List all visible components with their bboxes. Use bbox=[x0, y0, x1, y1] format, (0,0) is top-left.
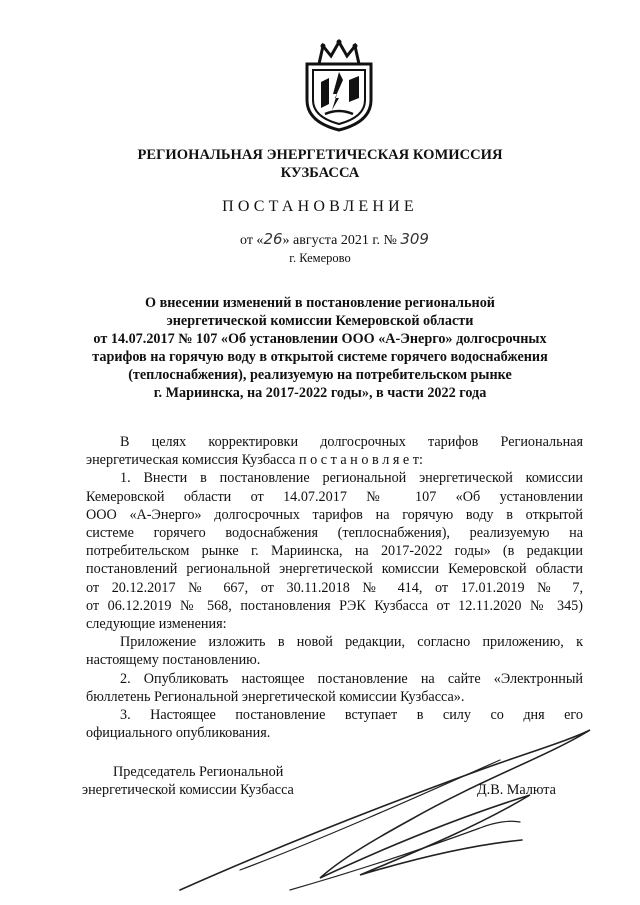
heading-line: г. Мариинска, на 2017-2022 годы», в части 2022 года bbox=[153, 385, 487, 401]
signatory-title-line-2: энергетической комиссии Кузбасса bbox=[82, 782, 294, 798]
body-line: потребительском рынке г. Мариинска, на 2017-2022 годы» (в редакции bbox=[86, 543, 583, 560]
date-month-year: » августа 2021 г. № bbox=[282, 233, 397, 248]
handwritten-signature bbox=[150, 700, 630, 905]
body-line: 2. Опубликовать настоящее постановление на сайте «Электронный bbox=[120, 670, 583, 687]
body-line: постановлений региональной энергетической комиссии Кемеровской области bbox=[86, 561, 583, 578]
heading-line: энергетической комиссии Кемеровской области bbox=[166, 313, 474, 329]
body-line: В целях корректировки долгосрочных тарифов Региональная bbox=[120, 434, 583, 450]
document-type: ПОСТАНОВЛЕНИЕ bbox=[222, 198, 418, 215]
body-line: от 06.12.2019 № 568, постановления РЭК Кузбасса от 12.11.2020 № 345) bbox=[86, 597, 583, 614]
body-text bbox=[86, 433, 583, 742]
body-line: от 20.12.2017 № 667, от 30.11.2018 № 414, от 17.01.2019 № 7, bbox=[86, 579, 583, 596]
body-line: системе горячего водоснабжения (теплоснабжения), реализуемую на bbox=[86, 525, 583, 542]
document-date-line bbox=[240, 230, 429, 249]
body-line: настоящему постановлению. bbox=[86, 652, 261, 669]
body-line: Приложение изложить в новой редакции, согласно приложению, к bbox=[120, 634, 583, 651]
body-line: энергетическая комиссия Кузбасса п о с т а н о в л я е т: bbox=[86, 452, 423, 469]
city: г. Кемерово bbox=[289, 251, 351, 265]
heading-line: (теплоснабжения), реализуемую на потребительском рынке bbox=[128, 367, 512, 383]
heading-line: О внесении изменений в постановление региональной bbox=[145, 295, 495, 311]
coat-of-arms-emblem bbox=[299, 38, 379, 132]
signatory-name: Д.В. Малюта bbox=[477, 782, 556, 798]
body-line: Кемеровской области от 14.07.2017 № 107 «Об установлении bbox=[86, 488, 583, 505]
heading-line: тарифов на горячую воду в открытой системе горячего водоснабжения bbox=[92, 349, 548, 365]
org-title-line-2: КУЗБАССА bbox=[280, 165, 360, 181]
handwritten-day: 26 bbox=[263, 230, 283, 248]
body-line: официального опубликования. bbox=[86, 725, 271, 742]
body-line: бюллетень Региональной энергетической комиссии Кузбасса». bbox=[86, 688, 465, 705]
handwritten-doc-number: 309 bbox=[400, 230, 429, 248]
body-line: 3. Настоящее постановление вступает в силу со дня его bbox=[120, 707, 583, 724]
heading-line: от 14.07.2017 № 107 «Об установлении ООО «А-Энерго» долгосрочных bbox=[93, 331, 547, 347]
org-title-line-1: РЕГИОНАЛЬНАЯ ЭНЕРГЕТИЧЕСКАЯ КОМИССИЯ bbox=[137, 147, 503, 163]
body-line: 1. Внести в постановление региональной энергетической комиссии bbox=[120, 470, 583, 487]
body-line: ООО «А-Энерго» долгосрочных тарифов на горячую воду в открытой bbox=[86, 506, 583, 523]
signatory-title-line-1: Председатель Региональной bbox=[113, 764, 284, 780]
body-line: следующие изменения: bbox=[86, 616, 227, 633]
date-prefix: от « bbox=[240, 233, 264, 248]
